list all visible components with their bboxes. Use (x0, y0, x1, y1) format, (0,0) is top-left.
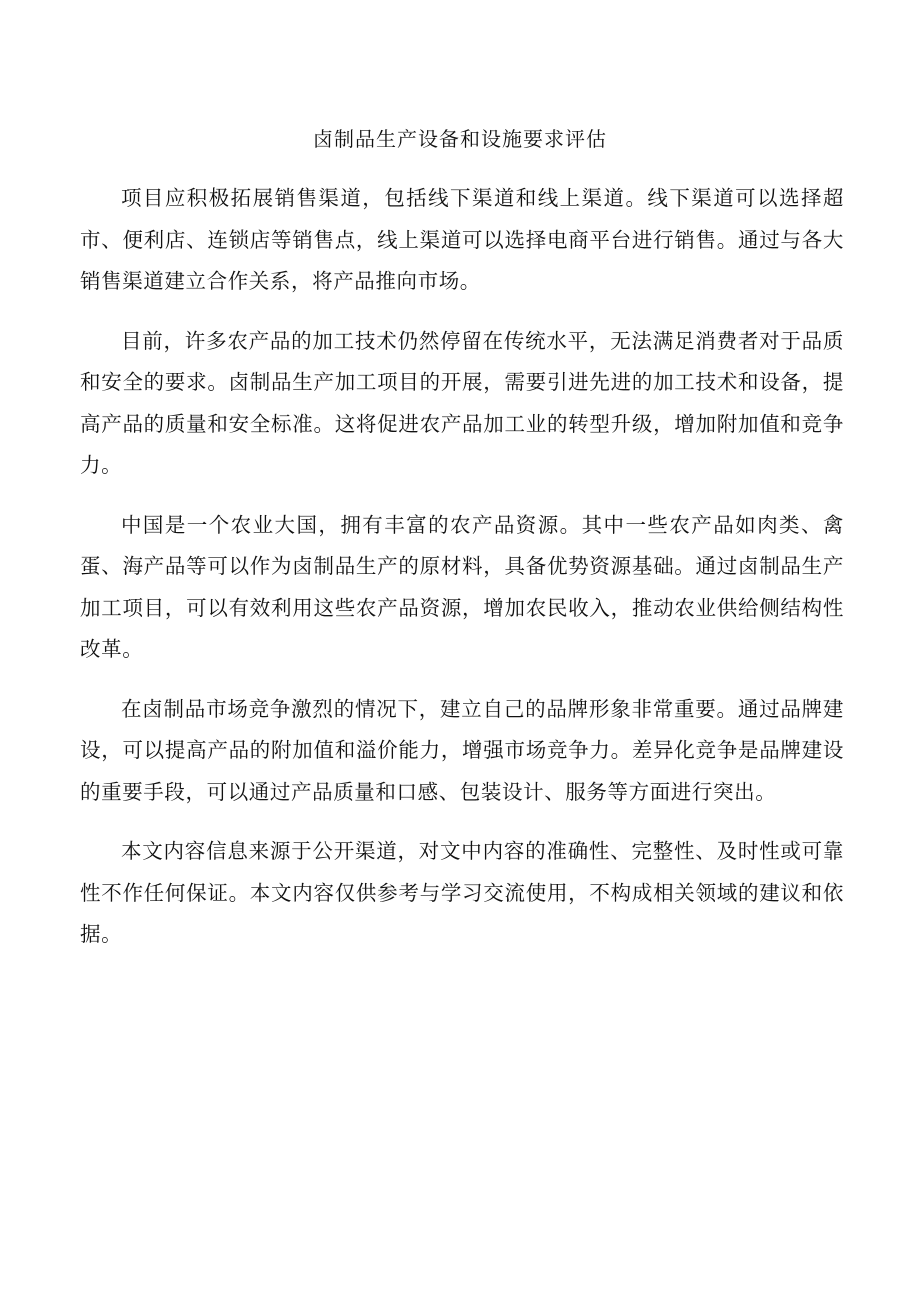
paragraph-brand-building: 在卤制品市场竞争激烈的情况下，建立自己的品牌形象非常重要。通过品牌建设，可以提高产品的附加值和溢价能力，增强市场竞争力。差异化竞争是品牌建设的重要手段，可以通过产品质量和口感、包装设计、服务等方面进行突出。 (80, 696, 844, 804)
paragraph-disclaimer: 本文内容信息来源于公开渠道，对文中内容的准确性、完整性、及时性或可靠性不作任何保证。本文内容仅供参考与学习交流使用，不构成相关领域的建议和依据。 (80, 839, 844, 946)
document-title: 卤制品生产设备和设施要求评估 (313, 127, 607, 151)
paragraph-sales-channels: 项目应积极拓展销售渠道，包括线下渠道和线上渠道。线下渠道可以选择超市、便利店、连锁店等销售点，线上渠道可以选择电商平台进行销售。通过与各大销售渠道建立合作关系，将产品推向市场。 (80, 186, 844, 293)
document-body (80, 178, 844, 974)
paragraph-processing-technology: 目前，许多农产品的加工技术仍然停留在传统水平，无法满足消费者对于品质和安全的要求。卤制品生产加工项目的开展，需要引进先进的加工技术和设备，提高产品的质量和安全标准。这将促进农产品加工业的转型升级，增加附加值和竞争力。 (80, 328, 844, 477)
paragraph-agricultural-resources: 中国是一个农业大国，拥有丰富的农产品资源。其中一些农产品如肉类、禽蛋、海产品等可以作为卤制品生产的原材料，具备优势资源基础。通过卤制品生产加工项目，可以有效利用这些农产品资源，增加农民收入，推动农业供给侧结构性改革。 (80, 512, 844, 661)
